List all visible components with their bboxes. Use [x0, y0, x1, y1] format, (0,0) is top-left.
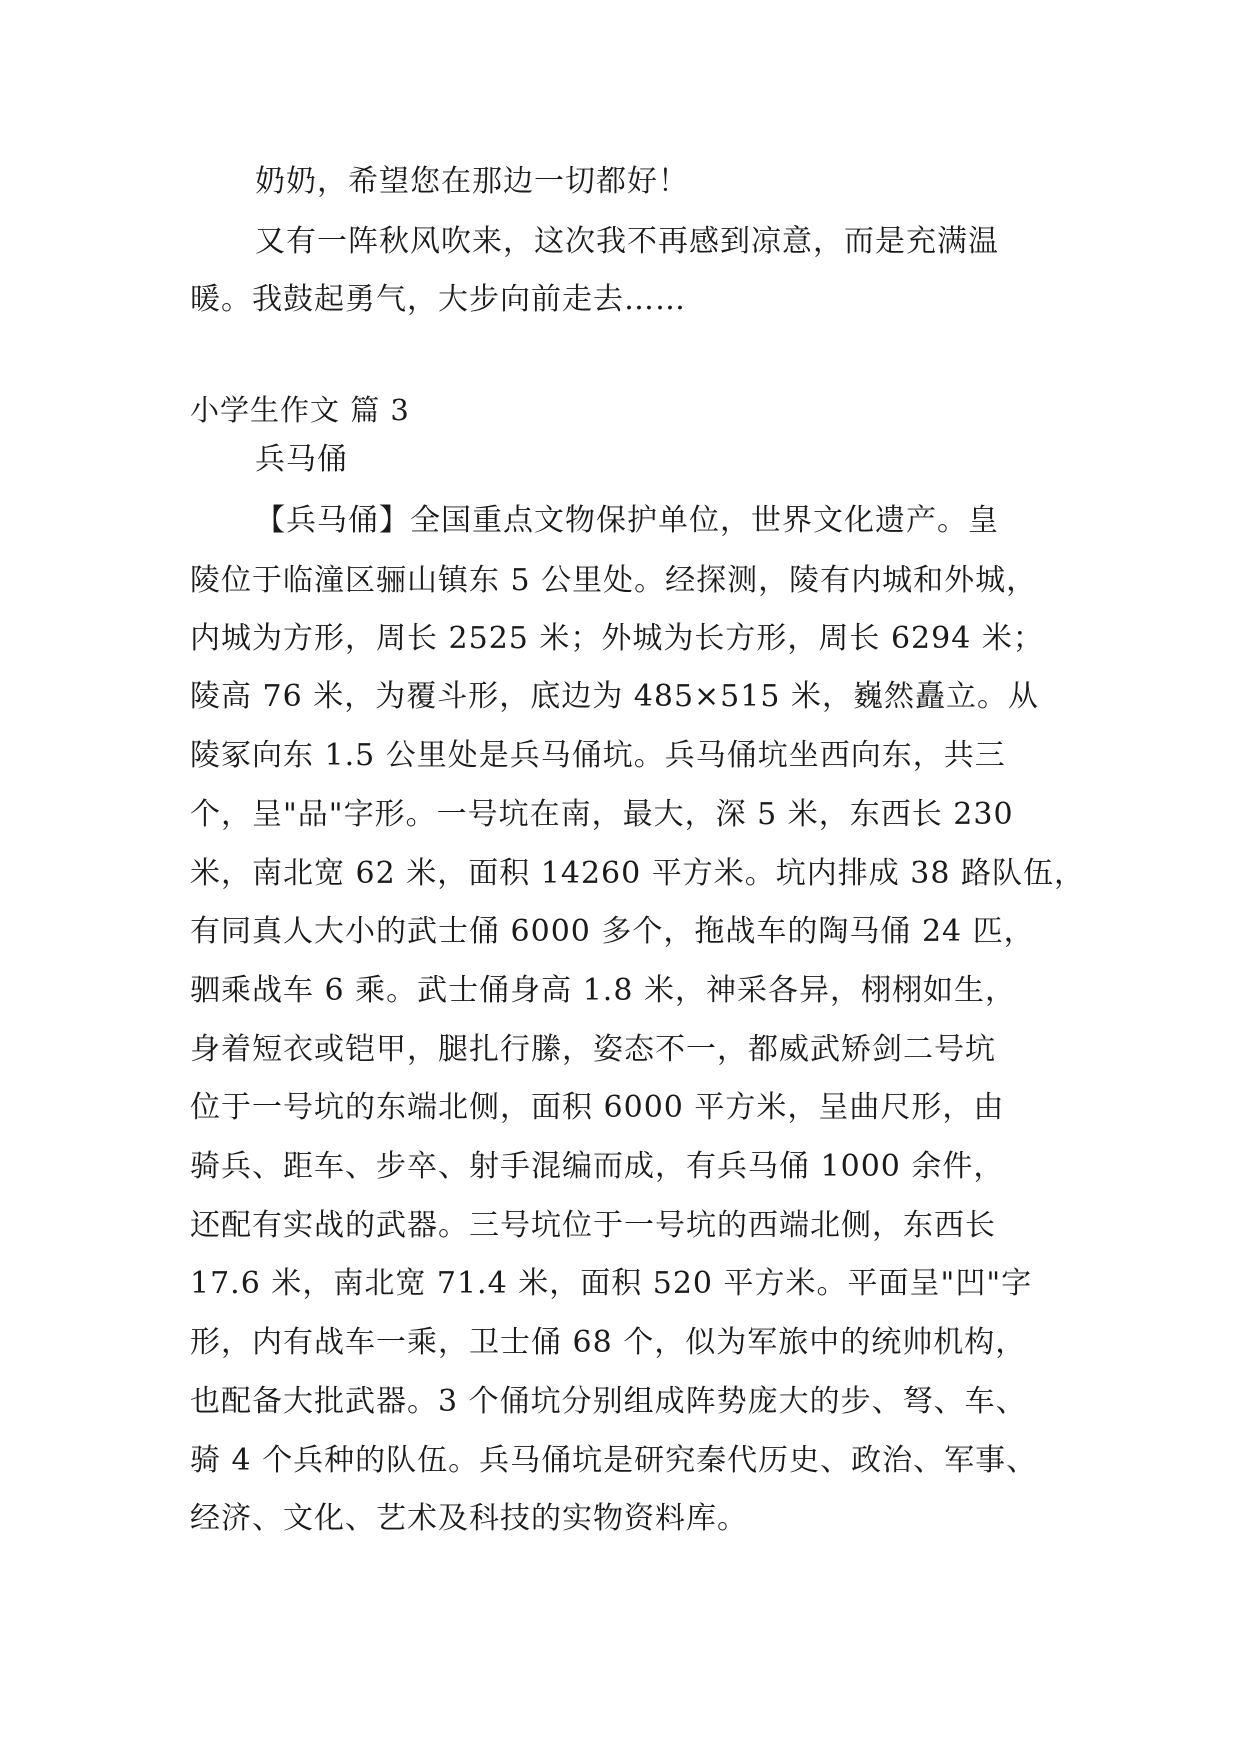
- paragraph-line: 暖。我鼓起勇气，大步向前走去……: [190, 282, 686, 317]
- paragraph-line: 米，南北宽 62 米，面积 14260 平方米。坑内排成 38 路队伍，: [190, 856, 1085, 891]
- paragraph-line: 位于一号坑的东端北侧，面积 6000 平方米，呈曲尺形，由: [190, 1090, 1005, 1125]
- paragraph-line: 骑 4 个兵种的队伍。兵马俑坑是研究秦代历史、政治、军事、: [190, 1443, 1038, 1478]
- essay-title: 兵马俑: [255, 442, 348, 477]
- paragraph-line: 陵高 76 米，为覆斗形，底边为 485×515 米，巍然矗立。从: [190, 679, 1039, 714]
- paragraph-line: 又有一阵秋风吹来，这次我不再感到凉意，而是充满温: [255, 224, 999, 259]
- paragraph-line: 内城为方形，周长 2525 米；外城为长方形，周长 6294 米；: [190, 621, 1044, 656]
- paragraph-line: 陵位于临潼区骊山镇东 5 公里处。经探测，陵有内城和外城，: [190, 563, 1038, 598]
- paragraph-line: 个，呈"品"字形。一号坑在南，最大，深 5 米，东西长 230: [190, 797, 1014, 832]
- paragraph-line: 也配备大批武器。3 个俑坑分别组成阵势庞大的步、弩、车、: [190, 1384, 1027, 1419]
- paragraph-line: 驷乘战车 6 乘。武士俑身高 1.8 米，神采各异，栩栩如生，: [190, 973, 1016, 1008]
- paragraph-line: 身着短衣或铠甲，腿扎行縢，姿态不一，都威武矫剑二号坑: [190, 1032, 996, 1067]
- paragraph-line: 陵冢向东 1.5 公里处是兵马俑坑。兵马俑坑坐西向东，共三: [190, 738, 1006, 773]
- paragraph-line: 还配有实战的武器。三号坑位于一号坑的西端北侧，东西长: [190, 1208, 996, 1243]
- paragraph-line: 经济、文化、艺术及科技的实物资料库。: [190, 1501, 748, 1536]
- paragraph-line: 有同真人大小的武士俑 6000 多个，拖战车的陶马俑 24 匹，: [190, 914, 1035, 949]
- paragraph-line: 17.6 米，南北宽 71.4 米，面积 520 平方米。平面呈"凹"字: [190, 1266, 1033, 1301]
- paragraph-line: 骑兵、距车、步卒、射手混编而成，有兵马俑 1000 余件，: [190, 1149, 1005, 1184]
- paragraph-line: 奶奶，希望您在那边一切都好！: [255, 164, 689, 199]
- essay-heading: 小学生作文 篇 3: [190, 393, 410, 427]
- paragraph-line: 形，内有战车一乘，卫士俑 68 个，似为军旅中的统帅机构，: [190, 1325, 1027, 1360]
- paragraph-line: 【兵马俑】全国重点文物保护单位，世界文化遗产。皇: [255, 503, 999, 538]
